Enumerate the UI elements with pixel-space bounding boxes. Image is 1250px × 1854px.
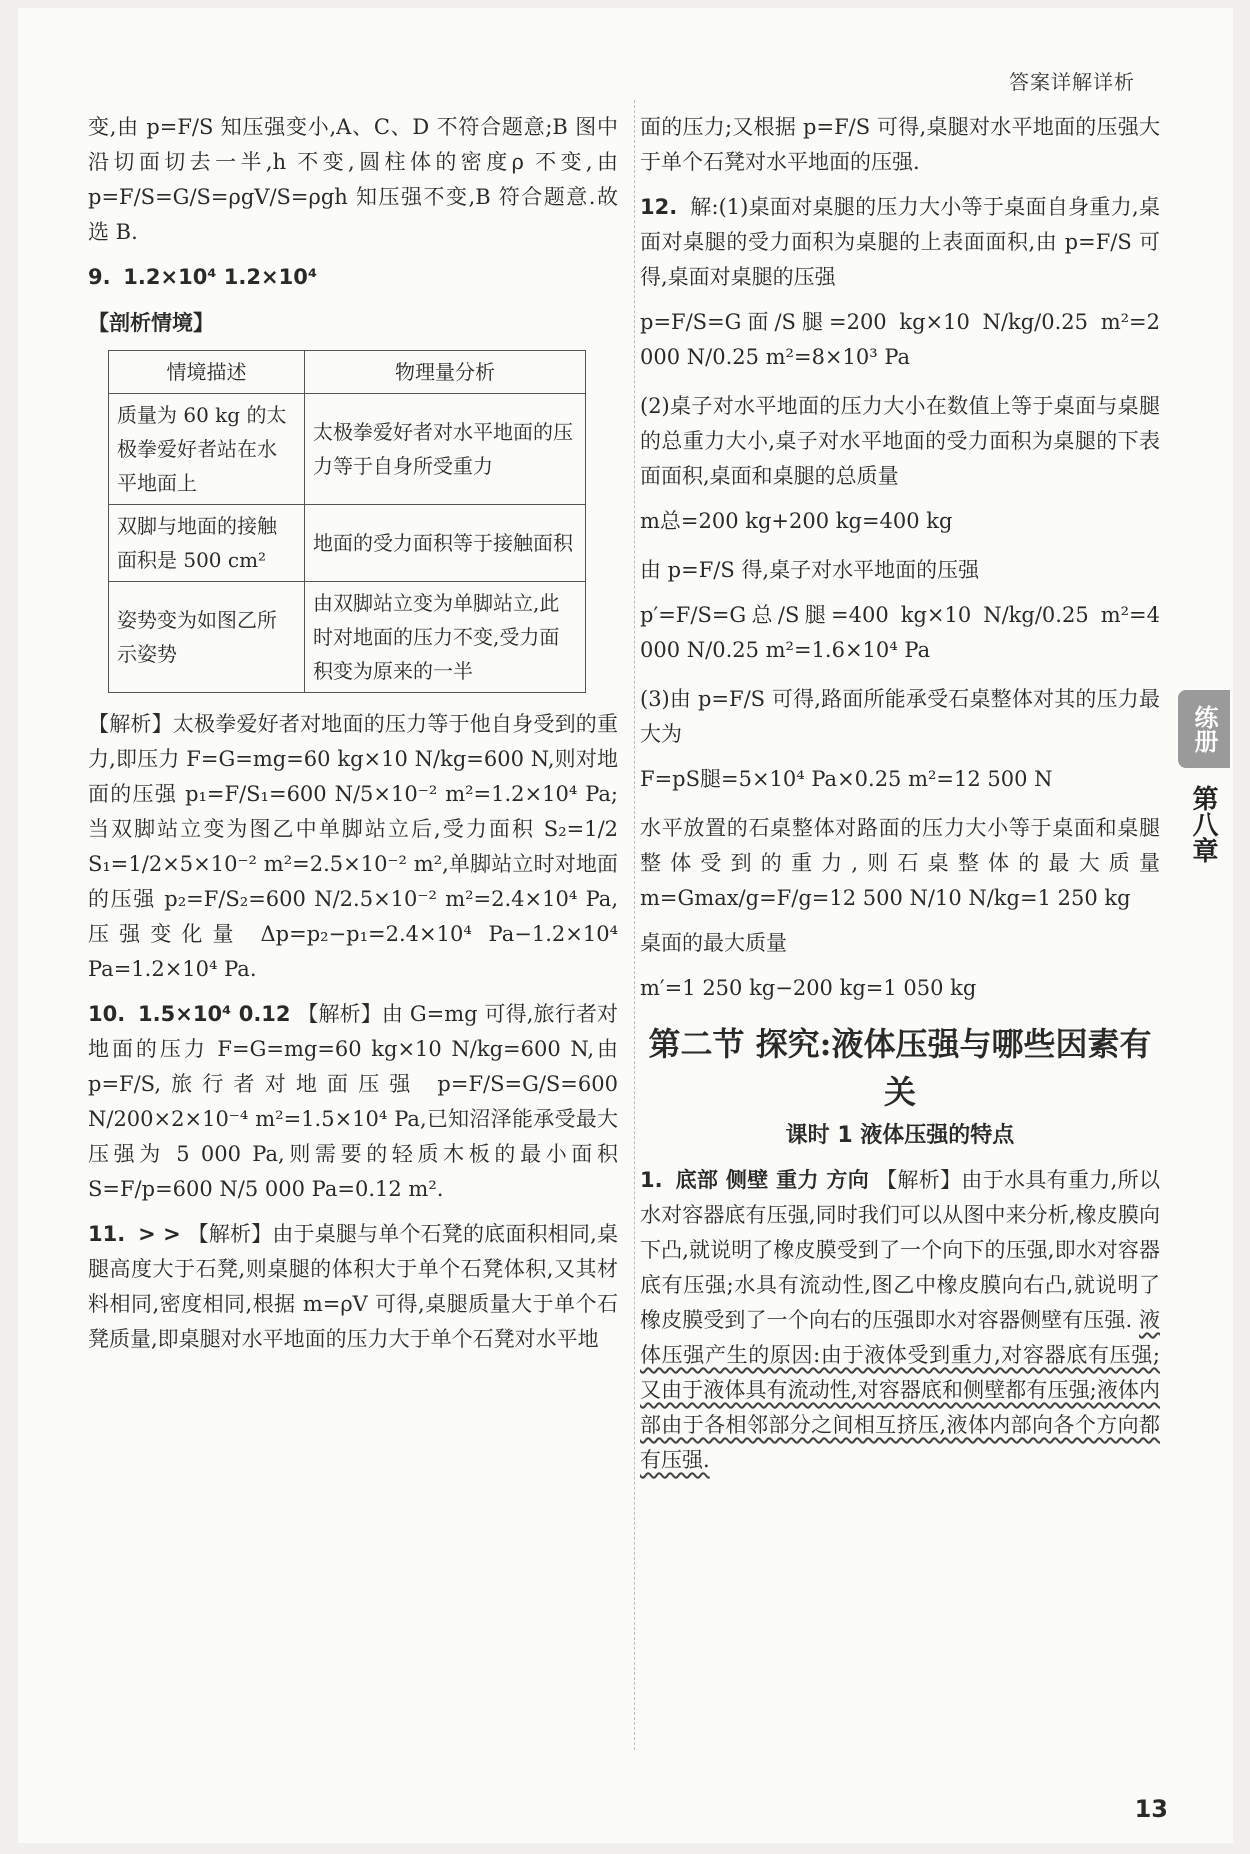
situation-table [108,350,586,693]
q1-block [640,1163,1160,1478]
q12-part4: (3)由 p=F/S 可得,路面所能承受石桌整体对其的压力最大为 [640,687,1160,746]
q12-part1: 解:(1)桌面对桌腿的压力大小等于桌面自身重力,桌面对桌腿的受力面积为桌腿的上表面面积,由 p=F/S 可得,桌面对桌腿的压强 [640,195,1160,289]
table-header-row [109,351,586,394]
q11-answer: > > [138,1222,181,1246]
section-title: 第二节 探究:液体压强与哪些因素有关 [648,1025,1152,1111]
q10-analysis: 【解析】由 G=mg 可得,旅行者对地面的压力 F=G=mg=60 kg×10 N/kg=600 N,由 p=F/S,旅行者对地面压强 p=F/S=G/S=600 N/200×2×10⁻⁴ m²=1.5×10⁴ Pa,已知沼泽能承受最大压强为 5 000 Pa,则需要的轻质木板的最小面积 S=F/p=600 N/5 000 Pa=0.12 m². [88,1002,618,1201]
table-row [109,505,586,582]
q12-equation-1: p=F/S=G面/S腿=200 kg×10 N/kg/0.25 m²=2 000 N/0.25 m²=8×10³ Pa [640,310,1160,369]
q12-part6: 桌面的最大质量 [640,931,787,955]
q11-continuation: 面的压力;又根据 p=F/S 可得,桌腿对水平地面的压强大于单个石凳对水平地面的压强. [640,115,1160,174]
table-cell: 太极拳爱好者对水平地面的压力等于自身所受重力 [305,394,586,505]
table-row [109,582,586,693]
q10-answer: 1.5×10⁴ 0.12 [138,1002,291,1026]
q1-analysis: 【解析】由于水具有重力,所以水对容器底有压强,同时我们可以从图中来分析,橡皮膜向下凸,就说明了橡皮膜受到了一个向下的压强,即水对容器底有压强;水具有流动性,图乙中橡皮膜向右凸,就说明了橡皮膜受到了一个向右的压强即水对容器侧壁有压强. [640,1168,1160,1332]
q1-number: 1. [640,1168,663,1192]
q9-heading: 【剖析情境】 [88,310,214,335]
q12-equation-2: m总=200 kg+200 kg=400 kg [640,509,953,533]
q10-number: 10. [88,1002,126,1026]
q9-analysis: 【解析】太极拳爱好者对地面的压力等于他自身受到的重力,即压力 F=G=mg=60 kg×10 N/kg=600 N,则对地面的压强 p₁=F/S₁=600 N/5×10⁻² m²=1.2×10⁴ Pa;当双脚站立变为图乙中单脚站立后,受力面积 S₂=1/2 S₁=1/2×5×10⁻² m²=2.5×10⁻² m²,单脚站立时对地面的压强 p₂=F/S₂=600 N/2.5×10⁻² m²=2.4×10⁴ Pa,压强变化量 Δp=p₂−p₁=2.4×10⁴ Pa−1.2×10⁴ Pa=1.2×10⁴ Pa. [88,712,618,981]
q9-block [88,260,618,987]
left-column [88,110,618,1367]
q11-number: 11. [88,1222,126,1246]
table-header: 物理量分析 [305,351,586,394]
q12-part3: 由 p=F/S 得,桌子对水平地面的压强 [640,558,980,582]
table-cell: 双脚与地面的接触面积是 500 cm² [109,505,305,582]
side-tab-practice: 练册 [1178,690,1230,768]
q1-emphasis: 液体压强产生的原因:由于液体受到重力,对容器底有压强;又由于液体具有流动性,对容器底和侧壁都有压强;液体内部由于各相邻部分之间相互挤压,液体内部向各个方向都有压强. [640,1308,1160,1472]
q9-answer: 1.2×10⁴ 1.2×10⁴ [123,265,318,289]
q11-analysis: 【解析】由于桌腿与单个石凳的底面积相同,桌腿高度大于石凳,则桌腿的体积大于单个石凳体积,又其材料相同,密度相同,根据 m=ρV 可得,桌腿质量大于单个石凳质量,即桌腿对水平地面的压力大于单个石凳对水平地 [88,1222,618,1351]
table-row [109,394,586,505]
table-header: 情境描述 [109,351,305,394]
column-divider [634,100,635,1750]
right-column [640,110,1160,1488]
q9-number: 9. [88,265,111,289]
q12-part2: (2)桌子对水平地面的压力大小在数值上等于桌面与桌腿的总重力大小,桌子对水平地面的受力面积为桌腿的下表面面积,桌面和桌腿的总质量 [640,394,1160,488]
q12-equation-3: p′=F/S=G总/S腿=400 kg×10 N/kg/0.25 m²=4 000 N/0.25 m²=1.6×10⁴ Pa [640,603,1160,662]
table-cell: 质量为 60 kg 的太极拳爱好者站在水平地面上 [109,394,305,505]
table-cell: 姿势变为如图乙所示姿势 [109,582,305,693]
q12-equation-4: F=pS腿=5×10⁴ Pa×0.25 m²=12 500 N [640,767,1053,791]
q10-block [88,997,618,1207]
table-cell: 地面的受力面积等于接触面积 [305,505,586,582]
q12-block [640,190,1160,1006]
page-header-title: 答案详解详析 [1009,70,1135,94]
q12-part5: 水平放置的石桌整体对路面的压力大小等于桌面和桌腿整体受到的重力,则石桌整体的最大质量 m=Gmax/g=F/g=12 500 N/10 N/kg=1 250 kg [640,816,1160,910]
q11-block [88,1217,618,1357]
q12-equation-5: m′=1 250 kg−200 kg=1 050 kg [640,976,977,1000]
q12-number: 12. [640,195,678,219]
q1-answer: 底部 侧壁 重力 方向 [675,1168,870,1192]
table-cell: 由双脚站立变为单脚站立,此时对地面的压力不变,受力面积变为原来的一半 [305,582,586,693]
side-tab-chapter: 第八章 [1188,785,1218,863]
q8-continuation: 变,由 p=F/S 知压强变小,A、C、D 不符合题意;B 图中沿切面切去一半,h 不变,圆柱体的密度ρ 不变,由 p=F/S=G/S=ρgV/S=ρgh 知压强不变,B 符合题意.故选 B. [88,115,618,244]
page-number: 13 [1134,1795,1168,1823]
lesson-title: 课时 1 液体压强的特点 [785,1123,1015,1148]
